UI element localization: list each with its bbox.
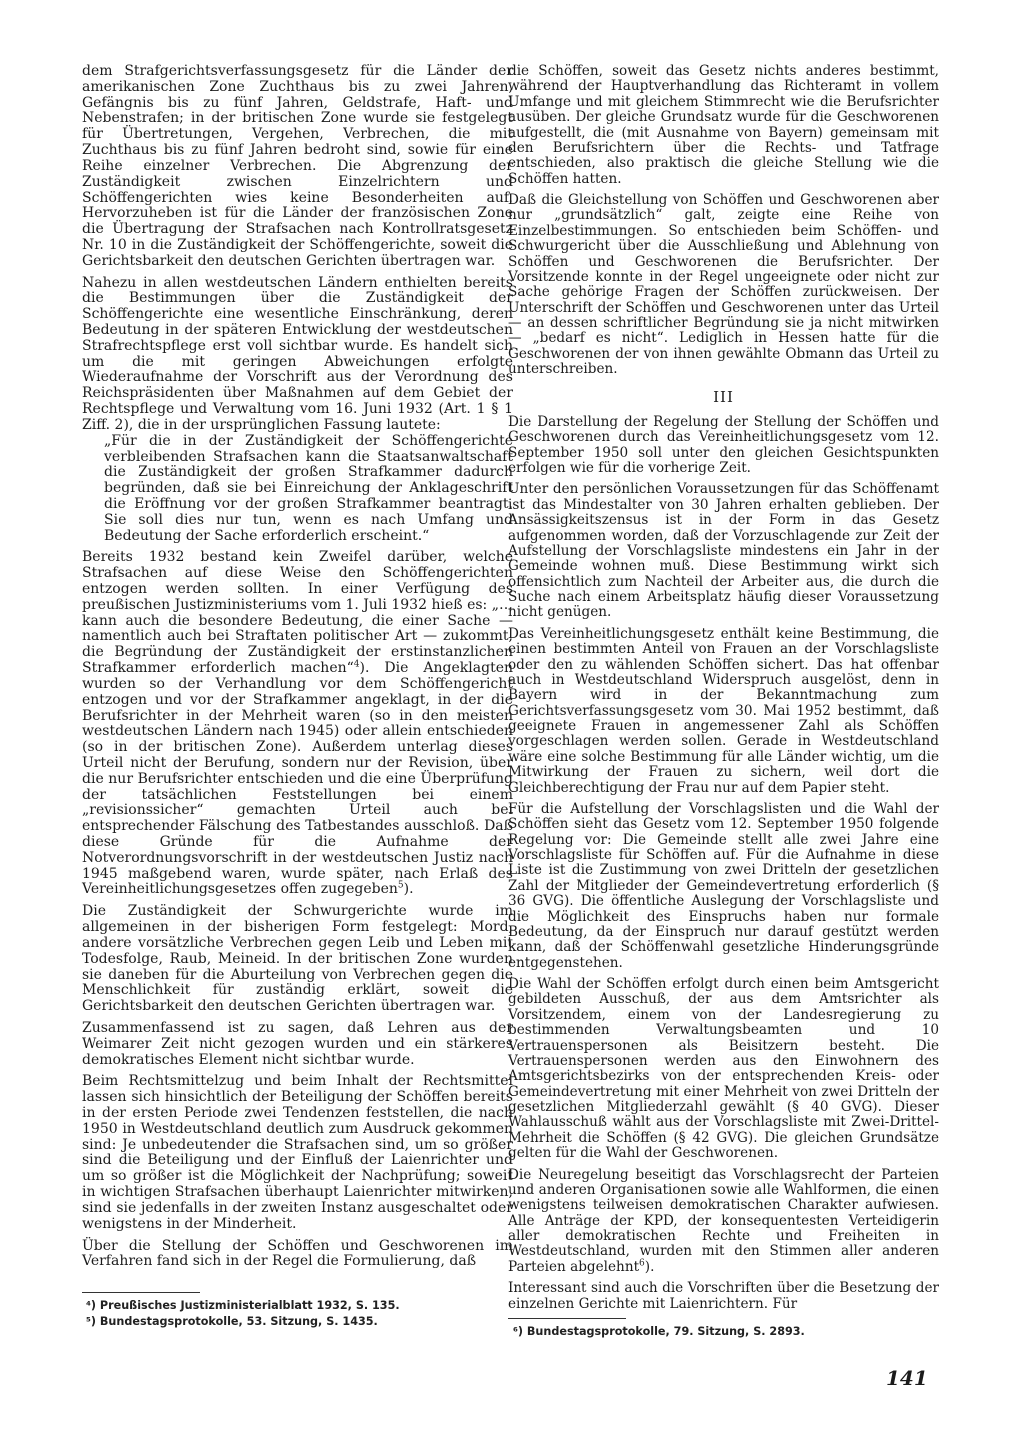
- paragraph: Zusammenfassend ist zu sagen, daß Lehren aus der Weimarer Zeit nicht gezogen wurden und ein stärkeres demokratisches Element nicht sichtbar wurde.: [82, 1019, 513, 1068]
- paragraph: Die Zuständigkeit der Schwurgerichte wurde im allgemeinen in der bisherigen Form festgelegt: Mord, andere vorsätzliche Verbrechen gegen Leib und Leben mit Todesfolge, Raub, Meineid. In der britischen Zone wurden sie daneben für die Aburteilung von Verbrechen gegen die Menschlichkeit für zuständig erklärt, soweit die Gerichtsbarkeit den deutschen Gerichten übertragen war.: [82, 903, 513, 1015]
- paragraph: Über die Stellung der Schöffen und Geschworenen im Verfahren fand sich in der Regel die Formulierung, daß: [82, 1237, 513, 1270]
- footnote-6: ⁶) Bundestagsprotokolle, 79. Sitzung, S. 2893.: [513, 1325, 805, 1338]
- footnote-rule: [82, 1292, 200, 1293]
- paragraph: Die Neuregelung beseitigt das Vorschlagsrecht der Parteien und anderen Organisationen sowie alle Wahlformen, die einen wenigstens teilweisen demokratischen Charakter aufwiesen. Alle Anträge der KPD, der konsequentesten Verteidigerin aller demokratischen Rechte und Freiheiten in Westdeutschland, wurden mit den Stimmen aller anderen Parteien abgelehnt$^6$).: [508, 1166, 939, 1275]
- paragraph: Für die Aufstellung der Vorschlagslisten und die Wahl der Schöffen sieht das Gesetz vom 12. September 1950 folgende Regelung vor: Die Gemeinde stellt alle zwei Jahre eine Vorschlagsliste für Schöffen auf. Für die Aufnahme in diese Liste ist die Zustimmung von zwei Dritteln der gesetzlichen Zahl der Mitglieder der Gemeindevertretung erforderlich (§ 36 GVG). Die öffentliche Auslegung der Vorschlagsliste und die Möglichkeit des Einspruchs haben nur formale Bedeutung, da der Einspruch nur darauf gestützt werden kann, daß der Schöffenwahl gesetzliche Hinderungsgründe entgegenstehen.: [508, 800, 939, 971]
- paragraph: die Schöffen, soweit das Gesetz nichts anderes bestimmt, während der Hauptverhandlung das Richteramt in vollem Umfange und mit gleichem Stimmrecht wie die Berufsrichter ausüben. Der gleiche Grundsatz wurde für die Geschworenen aufgestellt, die (mit Ausnahme von Bayern) gemeinsam mit den Berufsrichtern über die Rechts- und Tatfrage entschieden, also praktisch die gleiche Stellung wie die Schöffen hatten.: [508, 63, 939, 187]
- paragraph: Interessant sind auch die Vorschriften über die Besetzung der einzelnen Gerichte mit Laienrichtern. Für: [508, 1280, 939, 1312]
- section-heading: III: [713, 387, 734, 406]
- paragraph: Die Wahl der Schöffen erfolgt durch einen beim Amtsgericht gebildeten Ausschuß, der aus dem Amtsrichter als Vorsitzendem, einem von der Landesregierung zu bestimmenden Verwaltungsbeamten und 10 Vertrauenspersonen als Beisitzern besteht. Die Vertrauenspersonen werden aus den Einwohnern des Amtsgerichtsbezirks von der entsprechenden Kreis- oder Gemeindevertretung mit einer Mehrheit von zwei Dritteln der gesetzlichen Mitgliederzahl gewählt (§ 40 GVG). Dieser Wahlausschuß wählt aus der Vorschlagsliste mit Zwei-Drittel-Mehrheit die Schöffen (§ 42 GVG). Die gleichen Grundsätze gelten für die Wahl der Geschworenen.: [508, 976, 939, 1162]
- paragraph: Das Vereinheitlichungsgesetz enthält keine Bestimmung, die einen bestimmten Anteil von Frauen an der Vorschlagsliste oder den zu wählenden Schöffen sichert. Das hat offenbar auch in Westdeutschland Widerspruch ausgelöst, denn in Bayern wird in der Bekanntmachung zum Gerichtsverfassungsgesetz vom 30. Mai 1952 bestimmt, daß geeignete Frauen in angemessener Zahl als Schöffen vorgeschlagen werden sollen. Gerade in Westdeutschland wäre eine solche Bestimmung für alle Länder wichtig, um die Mitwirkung der Frauen zu sichern, weil dort die Gleichberechtigung der Frau nur auf dem Papier steht.: [508, 625, 939, 796]
- paragraph: dem Strafgerichtsverfassungsgesetz für die Länder der amerikanischen Zone Zuchthaus bis zu zwei Jahren, Gefängnis bis zu fünf Jahren, Geldstrafe, Haft- und Nebenstrafen; in der britischen Zone wurde sie festgelegt für Übertretungen, Vergehen, Verbrechen, die mit Zuchthaus bis zu fünf Jahren bedroht sind, sowie für eine Reihe einzelner Verbrechen. Die Abgrenzung der Zuständigkeit zwischen Einzelrichtern und Schöffengerichten wies keine Besonderheiten auf. Hervorzuheben ist für die Länder der französischen Zone die Übertragung der Strafsachen nach Kontrollratsgesetz Nr. 10 in die Zuständigkeit der Schöffengerichte, soweit die Gerichtsbarkeit den deutschen Gerichten übertragen war.: [82, 63, 513, 269]
- block-quote: „Für die in der Zuständigkeit der Schöffengerichte verbleibenden Strafsachen kann die Staatsanwaltschaft die Zuständigkeit der großen Strafkammer dadurch begründen, daß sie bei Einreichung der Anklageschrift die Eröffnung vor der großen Strafkammer beantragt. Sie soll dies nur tun, wenn es nach Umfang und Bedeutung der Sache erforderlich erscheint.“: [104, 432, 513, 544]
- footnote-5: ⁵) Bundestagsprotokolle, 53. Sitzung, S. 1435.: [86, 1315, 378, 1328]
- paragraph: Die Darstellung der Regelung der Stellung der Schöffen und Geschworenen durch das Vereinheitlichungsgesetz vom 12. September 1950 soll unter den gleichen Gesichtspunkten erfolgen wie für die vorherige Zeit.: [508, 413, 939, 476]
- paragraph: Nahezu in allen westdeutschen Ländern enthielten bereits die Bestimmungen über die Zuständigkeit der Schöffengerichte eine wesentliche Einschränkung, deren Bedeutung in der späteren Entwicklung der westdeutschen Strafrechtspflege erst voll sichtbar wurde. Es handelt sich um die mit geringen Abweichungen erfolgte Wiederaufnahme der Vorschrift aus der Verordnung des Reichspräsidenten über Maßnahmen auf dem Gebiet der Rechtspflege und Verwaltung vom 16. Juni 1932 (Art. 1 § 1 Ziff. 2), die in der ursprünglichen Fassung lautete:: [82, 274, 513, 433]
- footnote-rule: [508, 1318, 626, 1319]
- paragraph: Daß die Gleichstellung von Schöffen und Geschworenen aber nur „grundsätzlich“ galt, zeigte eine Reihe von Einzelbestimmungen. So entschieden beim Schöffen- und Schwurgericht über die Ausschließung und Ablehnung von Schöffen und Geschworenen die Berufsrichter. Der Vorsitzende konnte in der Regel ungeeignete oder nicht zur Sache gehörige Fragen der Schöffen zurückweisen. Der Unterschrift der Schöffen und Geschworenen unter das Urteil — an dessen schriftlicher Begründung sie ja nicht mitwirken — „bedarf es nicht“. Lediglich in Hessen hatte für die Geschworenen der von ihnen gewählte Obmann das Urteil zu unterschreiben.: [508, 192, 939, 378]
- paragraph: Unter den persönlichen Voraussetzungen für das Schöffenamt ist das Mindestalter von 30 Jahren erhalten geblieben. Der Ansässigkeitszensus ist in der Form in das Gesetz aufgenommen worden, daß der Vorzuschlagende zur Zeit der Aufstellung der Vorschlagsliste mindestens ein Jahr in der Gemeinde wohnen muß. Diese Bestimmung wirkt sich offensichtlich zum Nachteil der Arbeiter aus, die durch die Suche nach einem Arbeitsplatz häufig dieser Voraussetzung nicht genügen.: [508, 481, 939, 621]
- paragraph: Beim Rechtsmittelzug und beim Inhalt der Rechtsmittel lassen sich hinsichtlich der Beteiligung der Schöffen bereits in der ersten Periode zwei Tendenzen feststellen, die nach 1950 in Westdeutschland deutlich zum Ausdruck gekommen sind: Je unbedeutender die Strafsachen sind, um so größer sind die Beteiligung und der Einfluß der Laienrichter und um so größer ist die Möglichkeit der Nachprüfung; soweit in wichtigen Strafsachen überhaupt Laienrichter mitwirken, sind sie jedenfalls in der zweiten Instanz ausgeschaltet oder wenigstens in der Minderheit.: [82, 1073, 513, 1232]
- paragraph: Bereits 1932 bestand kein Zweifel darüber, welche Strafsachen auf diese Weise den Schöffengerichten entzogen werden sollten. In einer Verfügung des preußischen Justizministeriums vom 1. Juli 1932 hieß es: „… kann auch die besondere Bedeutung, die einer Sache — namentlich auch bei Straftaten politischer Art — zukommt, die Begründung der Zuständigkeit der erstinstanzlichen Strafkammer erforderlich machen“$^4$). Die Angeklagten wurden so der Verhandlung vor dem Schöffengericht entzogen und vor der Strafkammer angeklagt, in der die Berufsrichter in der Mehrheit waren (so in den meisten westdeutschen Ländern nach 1945) oder allein entschieden (so in der britischen Zone). Außerdem unterlag dieses Urteil nicht der Berufung, sondern nur der Revision, über die nur Berufsrichter entschieden und die eine Überprüfung der tatsächlichen Feststellungen bei einem „revisionssicher“ gemachten Urteil auch bei entsprechender Fälschung des Tatbestandes ausschloß. Daß diese Gründe für die Aufnahme der Notverordnungsvorschrift in der westdeutschen Justiz nach 1945 maßgebend waren, wurde später, nach Erlaß des Vereinheitlichungsgesetzes offen zugegeben$^5$).: [82, 549, 513, 898]
- footnote-4: ⁴) Preußisches Justizministerialblatt 1932, S. 135.: [86, 1299, 400, 1312]
- right-column: [508, 64, 939, 1312]
- left-column: [82, 64, 513, 1270]
- page-number: 141: [886, 1366, 928, 1390]
